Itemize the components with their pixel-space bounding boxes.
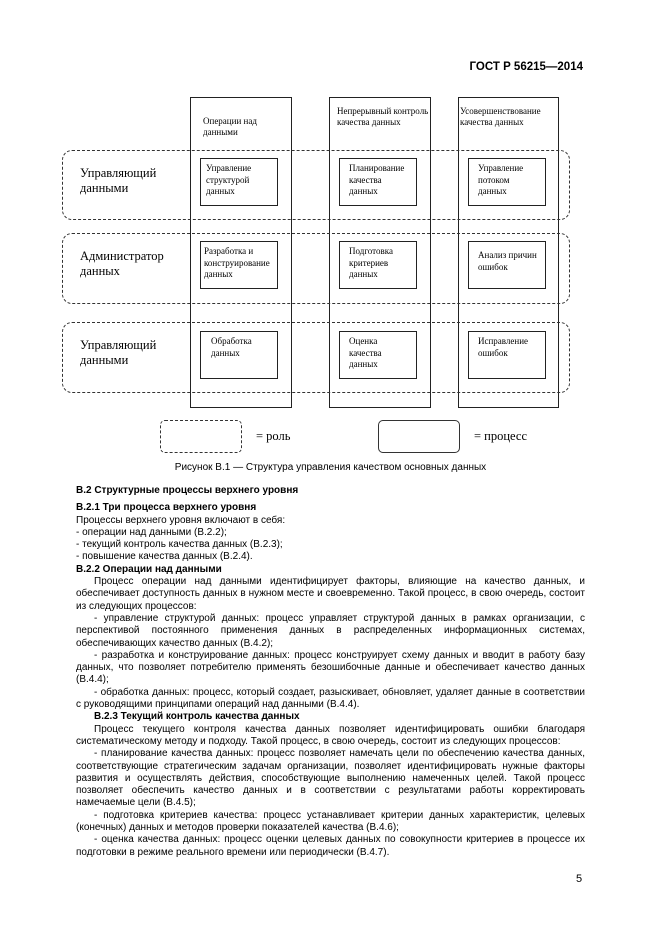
document-code: ГОСТ Р 56215—2014 [469, 61, 583, 73]
figure-caption: Рисунок В.1 — Структура управления качеством основных данных [174, 462, 487, 473]
list-item: - повышение качества данных (В.2.4). [76, 551, 253, 563]
process-box: Оценка качества данных [339, 331, 417, 379]
section-heading: В.2 Структурные процессы верхнего уровня [76, 485, 299, 496]
legend-role-swatch [160, 420, 242, 453]
legend-process-swatch [378, 420, 460, 453]
subsection-heading: В.2.3 Текущий контроль качества данных [94, 711, 300, 723]
list-item: - текущий контроль качества данных (В.2.3); [76, 539, 283, 551]
paragraph: - управление структурой данных: процесс управляет структурой данных в рамках организации, с перспективой постоянного применения данных в распределенных информационных системах, обеспечивающих качество данных (В.4.2); [76, 612, 585, 649]
subsection-heading: В.2.2 Операции над данными [76, 563, 222, 575]
paragraph: - подготовка критериев качества: процесс устанавливает критерии данных характеристик, целевых (конечных) данных и методов проверки показателей качества (В.4.6); [76, 809, 585, 834]
process-box: Исправление ошибок [468, 331, 546, 379]
role-label: Управляющий данными [80, 338, 157, 367]
subsection-heading: В.2.1 Три процесса верхнего уровня [76, 502, 257, 514]
legend-process-label: = процесс [474, 429, 528, 443]
column-title: Операции над данными [203, 116, 257, 137]
role-label: Администратор данных [80, 249, 164, 278]
process-box: Подготовка критериев данных [339, 241, 417, 289]
process-box: Управление структурой данных [200, 158, 278, 206]
process-box: Разработка и конструирование данных [200, 241, 278, 289]
paragraph: - оценка качества данных: процесс оценки целевых данных по совокупности критериев в процессе их подготовки в режиме реального времени или периодически (В.4.7). [76, 834, 585, 858]
paragraph: - разработка и конструирование данных: процесс конструирует схему данных и вводит в работу базу данных, что позволяет потребителю применять безошибочные данные и обеспечивает качество данных (В.4.4); [76, 649, 585, 686]
process-box: Анализ причин ошибок [468, 241, 546, 289]
process-box: Планирование качества данных [339, 158, 417, 206]
paragraph: - обработка данных: процесс, который создает, разыскивает, обновляет, удаляет данные в соответствии с руководящими принципами операций над данными (В.4.4). [76, 686, 585, 711]
page-number: 5 [576, 873, 583, 885]
paragraph: Процесс текущего контроля качества данных позволяет идентифицировать ошибки благодаря систематическому методу и подходу. Такой процесс, в свою очередь, состоит из следующих процессов: [76, 723, 585, 747]
role-label: Управляющий данными [80, 166, 157, 195]
body-text [76, 485, 585, 859]
process-box: Управление потоком данных [468, 158, 546, 206]
list-item: - операции над данными (В.2.2); [76, 526, 227, 538]
paragraph: Процессы верхнего уровня включают в себя: [76, 514, 286, 526]
column-title: Усовершенствование качества данных [460, 106, 541, 127]
process-box: Обработка данных [200, 331, 278, 379]
paragraph: - планирование качества данных: процесс позволяет намечать цели по обеспечению качества данных, соответствующие стратегическим задачам организации, позволяет идентифицировать нужные факторы развития и осуществлять действия, способствующие выполнению намеченных целей. Такой процесс позволяет обеспечить качество данных и в соответствии с результатами работы корректировать намечаемые цели (В.4.5); [76, 748, 585, 809]
column-title: Непрерывный контроль качества данных [337, 106, 429, 127]
paragraph: Процесс операции над данными идентифицирует факторы, влияющие на качество данных, и обеспечивает доступность данных в нужном месте и своевременно. Такой процесс, в свою очередь, состоит из следующих процессов: [76, 576, 585, 612]
legend-role-label: = роль [256, 429, 291, 443]
